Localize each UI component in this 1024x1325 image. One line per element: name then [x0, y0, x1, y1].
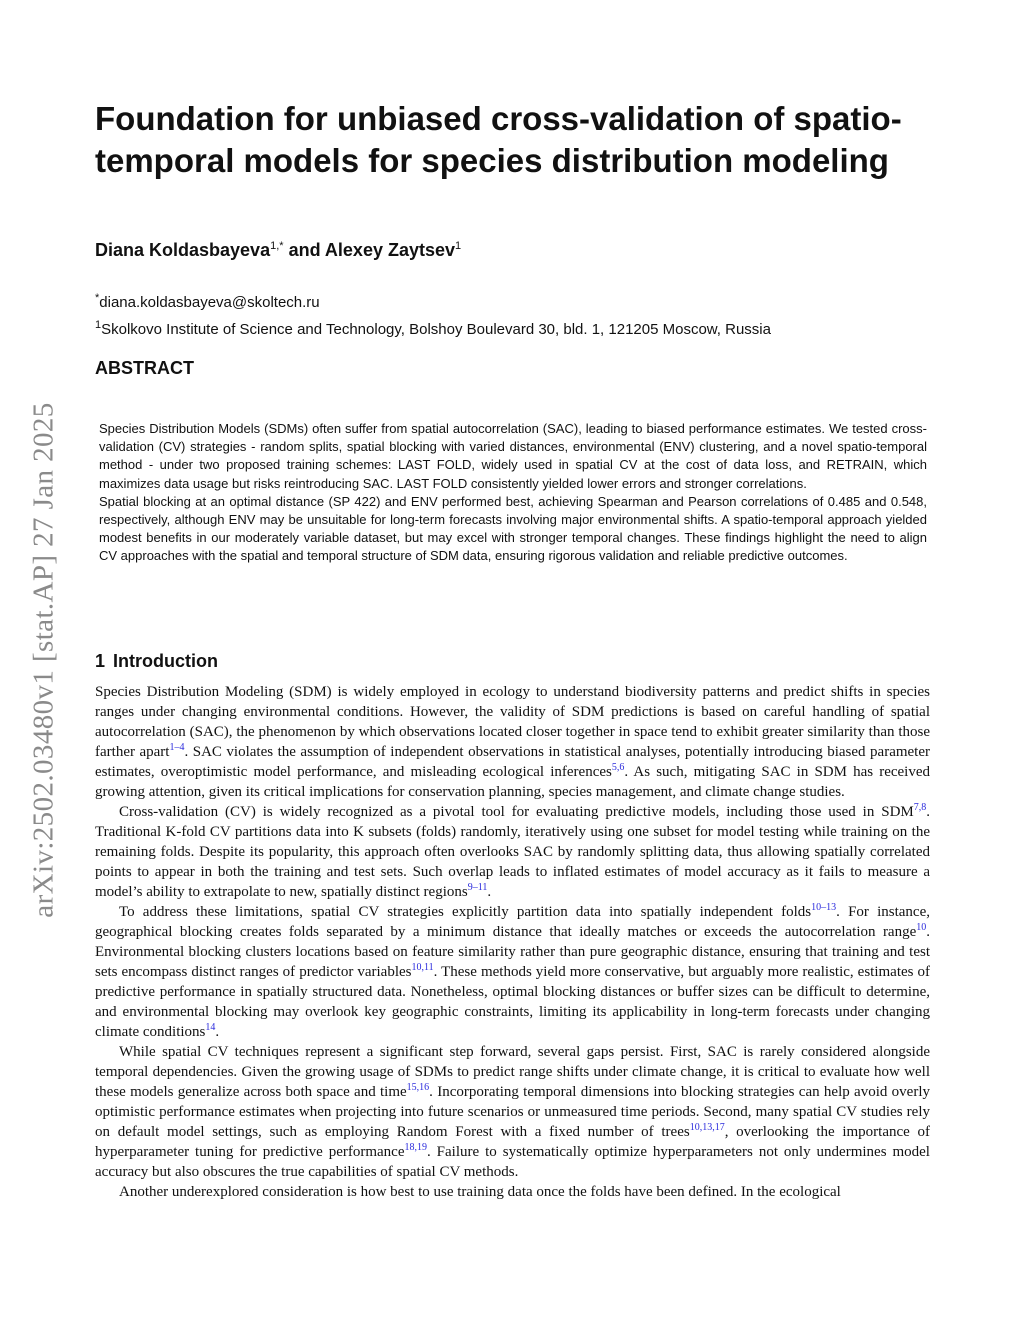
- citation-link[interactable]: 5,6: [611, 762, 625, 773]
- paragraph-text: . As such, mitigating SAC in SDM has received growing attention, given its critical implications for conservation planning, species management, and climate change studies.: [95, 764, 930, 800]
- affiliation-text: Skolkovo Institute of Science and Technology, Bolshoy Boulevard 30, bld. 1, 121205 Moscow, Russia: [101, 321, 771, 338]
- author-name: Diana Koldasbayeva: [95, 240, 271, 260]
- abstract-body: [99, 420, 927, 566]
- email-line: [95, 287, 771, 314]
- abstract-paragraph: Spatial blocking at an optimal distance (SP 422) and ENV performed best, achieving Spearman and Pearson correlations of 0.485 and 0.548, respectively, although ENV may be unsuitable for long-term forecasts involving major environmental shifts. A spatio-temporal approach yielded modest benefits in our moderately variable dataset, but may excel with stronger temporal changes. These findings highlight the need to align CV approaches with the spatial and temporal structure of SDM data, ensuring rigorous validation and reliable predictive outcomes.: [99, 493, 927, 564]
- intro-body: [95, 682, 930, 1202]
- abstract-paragraph: Species Distribution Models (SDMs) often suffer from spatial autocorrelation (SAC), leading to biased performance estimates. We tested cross-validation (CV) strategies - random splits, spatial blocking with varied distances, environmental (ENV) clustering, and a novel spatio-temporal method - under two proposed training schemes: LAST FOLD, widely used in spatial CV at the cost of data loss, and RETRAIN, which maximizes data usage but risks reintroducing SAC. LAST FOLD consistently yielded lower errors and stronger correlations.: [99, 421, 927, 491]
- citation-link[interactable]: 7,8: [913, 802, 927, 813]
- intro-paragraph: [95, 1182, 930, 1202]
- paragraph-text: Another underexplored consideration is how best to use training data once the folds have been defined. In the ecological: [119, 1184, 841, 1200]
- arxiv-id: arXiv:2502.03480v1 [stat.AP] 27 Jan 2025: [27, 402, 60, 918]
- section-number: 1: [95, 651, 106, 671]
- author-affil-mark: 1,*: [270, 240, 284, 252]
- citation-link[interactable]: 15,16: [406, 1082, 430, 1093]
- intro-paragraph: [95, 682, 930, 802]
- affiliation-mark: 1: [95, 319, 102, 331]
- citation-link[interactable]: 1–4: [169, 742, 185, 753]
- intro-paragraph: [95, 902, 930, 1042]
- citation-link[interactable]: 10,13,17: [689, 1122, 725, 1133]
- author-and: and: [288, 240, 321, 260]
- affiliation-line: [95, 314, 771, 341]
- email-link[interactable]: diana.koldasbayeva@skoltech.ru: [99, 294, 320, 311]
- citation-link[interactable]: 9–11: [467, 882, 488, 893]
- paragraph-text: .: [215, 1024, 220, 1040]
- affiliations: [95, 287, 771, 341]
- paragraph-text: . SAC violates the assumption of independent observations in statistical analyses, potentially introducing biased parameter estimates, overoptimistic model performance, and misleading ecological inferences: [95, 744, 930, 780]
- author-line: [95, 240, 461, 261]
- paragraph-text: Cross-validation (CV) is widely recognized as a pivotal tool for evaluating predictive models, including those used in SDM: [119, 804, 914, 820]
- section-title: Introduction: [113, 651, 218, 671]
- paragraph-text: , overlooking the importance of hyperparameter tuning for predictive performance: [95, 1124, 931, 1160]
- author-name: Alexey Zaytsev: [324, 240, 456, 260]
- email-mark: *: [95, 292, 100, 304]
- paper-title: Foundation for unbiased cross-validation of spatio-temporal models for species distribution modeling: [95, 100, 902, 179]
- paragraph-text: While spatial CV techniques represent a significant step forward, several gaps persist. First, SAC is rarely considered alongside temporal dependencies. Given the growing usage of SDMs to predict range shifts under climate change, it is critical to evaluate how well these models generalize across both space and time: [95, 1044, 930, 1100]
- citation-link[interactable]: 10: [916, 922, 927, 933]
- citation-link[interactable]: 18,19: [404, 1142, 427, 1153]
- citation-link[interactable]: 14: [205, 1022, 216, 1033]
- author-affil-mark: 1: [455, 240, 462, 252]
- paragraph-text: . Incorporating temporal dimensions into blocking strategies can help avoid overly optimistic performance estimates when projecting into future scenarios or unmeasured time periods. Second, many spatial CV studies rely on default model settings, such as employing Random Forest with a fixed number of trees: [95, 1084, 930, 1140]
- paragraph-text: . Environmental blocking clusters locations based on feature similarity rather than pure geographic distance, ensuring that training and test sets encompass distinct ranges of predictor variables: [95, 924, 930, 980]
- paragraph-text: . These methods yield more conservative, but arguably more realistic, estimates of predictive performance in spatially structured data. Nonetheless, optimal blocking distances or buffer sizes can be difficult to determine, and environmental blocking may overlook key geographic constraints, limiting its applicability in long-term forecasts under changing climate conditions: [95, 964, 930, 1040]
- paragraph-text: . For instance, geographical blocking creates folds separated by a minimum distance that ideally matches or exceeds the autocorrelation range: [95, 904, 930, 940]
- paragraph-text: Species Distribution Modeling (SDM) is widely employed in ecology to understand biodiversity patterns and predict shifts in species ranges under changing environmental conditions. However, the validity of SDM predictions is based on careful handling of spatial autocorrelation (SAC), the phenomenon by which observations located closer together in space tend to exhibit greater similarity than those farther apart: [95, 684, 930, 760]
- intro-paragraph: [95, 802, 930, 902]
- paragraph-text: To address these limitations, spatial CV strategies explicitly partition data into spatially independent folds: [119, 904, 812, 920]
- paragraph-text: . Failure to systematically optimize hyperparameters not only undermines model accuracy but also obscures the true capabilities of spatial CV methods.: [95, 1144, 930, 1180]
- citation-link[interactable]: 10–13: [811, 902, 837, 913]
- abstract-heading: ABSTRACT: [95, 358, 194, 378]
- citation-link[interactable]: 10,11: [411, 962, 434, 973]
- intro-paragraph: [95, 1042, 930, 1182]
- paragraph-text: .: [487, 884, 492, 900]
- paragraph-text: . Traditional K-fold CV partitions data into K subsets (folds) randomly, iteratively using one subset for model testing while training on the remaining folds. Despite its popularity, this approach often overlooks SAC by randomly splitting data, thus allowing spatially correlated points to appear in both the training and test sets. Such overlap leads to inflated estimates of model accuracy as it fails to measure a model’s ability to extrapolate to new, spatially distinct regions: [95, 804, 930, 900]
- section-heading: [95, 651, 218, 672]
